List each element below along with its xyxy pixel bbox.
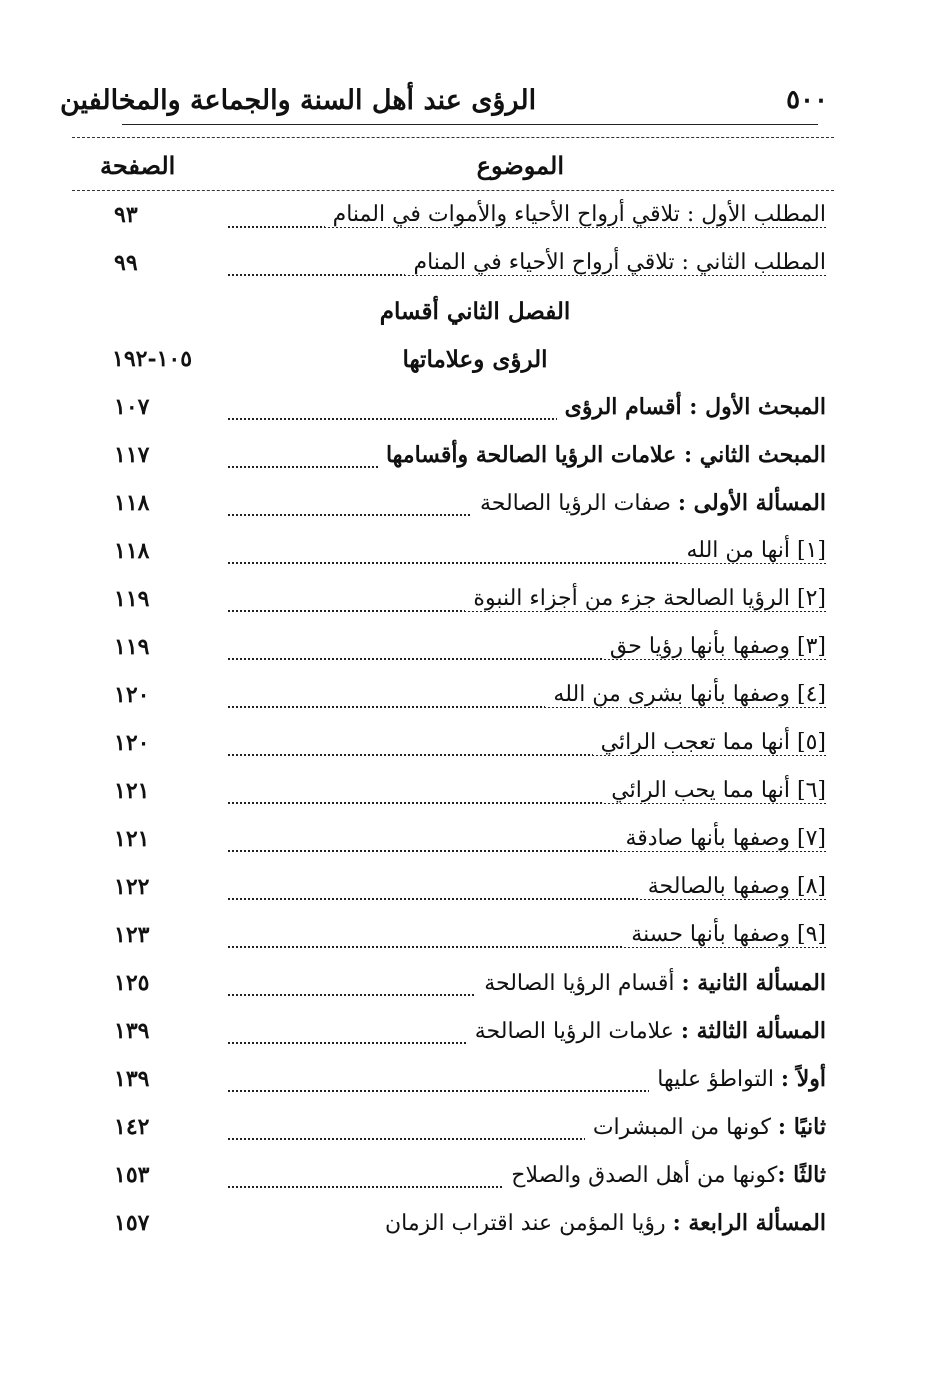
chapter-heading-line-1: الفصل الثاني أقسام	[379, 298, 571, 325]
chapter-heading-line-2: الرؤى وعلاماتها	[402, 346, 548, 373]
toc-entry-page: ١٢٠	[114, 682, 150, 708]
toc-entry-title: [٥] أنها مما تعجب الرائي	[593, 730, 826, 755]
toc-entry	[0, 676, 950, 724]
toc-entry	[0, 820, 950, 868]
toc-entry-title: المطلب الأول : تلاقي أرواح الأحياء والأموات في المنام	[325, 202, 826, 227]
chapter-heading	[0, 340, 950, 388]
header-dashed-rule	[72, 137, 834, 138]
toc-entry-title: المسألة الثالثة : علامات الرؤيا الصالحة	[467, 1018, 826, 1044]
toc-entry-title: المطلب الثاني : تلاقي أرواح الأحياء في المنام	[405, 250, 826, 275]
toc-entry-page: ١٢٠	[114, 730, 150, 756]
chapter-page-range: ١٠٥-١٩٢	[112, 346, 193, 372]
toc-entry-page: ١٢٢	[114, 874, 150, 900]
toc-entry-title: المبحث الثاني : علامات الرؤيا الصالحة وأقسامها	[378, 442, 826, 468]
toc-entry-page: ١٠٧	[114, 394, 150, 420]
toc-entry-title: [٧] وصفها بأنها صادقة	[617, 826, 826, 851]
toc-entry-title: ثانيًا : كونها من المبشرات	[585, 1114, 826, 1140]
toc-entry-title: المسألة الرابعة : رؤيا المؤمن عند اقتراب الزمان	[377, 1210, 826, 1236]
toc-entry-page: ١٣٩	[114, 1018, 150, 1044]
toc-entry-page: ١٤٢	[114, 1114, 150, 1140]
running-title: الرؤى عند أهل السنة والجماعة والمخالفين	[60, 84, 537, 116]
toc-entry	[0, 1060, 950, 1108]
toc-entry-page: ١١٧	[114, 442, 150, 468]
toc-entry-page: ١٣٩	[114, 1066, 150, 1092]
toc-entry	[0, 916, 950, 964]
toc-entry-title: [٦] أنها مما يحب الرائي	[603, 778, 826, 803]
column-header-topic: الموضوع	[476, 151, 564, 180]
toc-entry	[0, 772, 950, 820]
toc-entry-title: [٩] وصفها بأنها حسنة	[623, 922, 826, 947]
toc-entry	[0, 1108, 950, 1156]
toc-entry	[0, 1012, 950, 1060]
toc-entry	[0, 580, 950, 628]
toc-entry	[0, 244, 950, 292]
toc-entry	[0, 436, 950, 484]
toc-entry	[0, 964, 950, 1012]
toc-entry-page: ٩٣	[114, 202, 138, 228]
toc-entry-page: ١١٨	[114, 490, 150, 516]
toc-entry-title: [١] أنها من الله	[679, 538, 827, 563]
toc-entry-page: ١٥٧	[114, 1210, 150, 1236]
toc-entry-page: ١٢٣	[114, 922, 150, 948]
toc-entry-title: ثالثًا :كونها من أهل الصدق والصلاح	[503, 1162, 826, 1188]
column-headers	[72, 145, 834, 189]
chapter-heading	[0, 292, 950, 340]
toc-entry-title: أولاً : التواطؤ عليها	[649, 1066, 826, 1092]
toc-entry-title: [٣] وصفها بأنها رؤيا حق	[602, 634, 826, 659]
toc-entry-page: ١٥٣	[114, 1162, 150, 1188]
page-number: ٥٠٠	[786, 85, 828, 115]
toc-entry-title: [٢] الرؤيا الصالحة جزء من أجزاء النبوة	[465, 586, 826, 611]
column-header-page: الصفحة	[100, 151, 176, 180]
toc-entry-title: المبحث الأول : أقسام الرؤى	[557, 394, 826, 420]
toc-entry	[0, 484, 950, 532]
toc-entry	[0, 1156, 950, 1204]
table-of-contents	[0, 196, 950, 1252]
toc-entry-page: ٩٩	[114, 250, 138, 276]
toc-entry-title: المسألة الأولى : صفات الرؤيا الصالحة	[472, 490, 826, 516]
toc-entry-page: ١١٩	[114, 586, 150, 612]
toc-entry-title: المسألة الثانية : أقسام الرؤيا الصالحة	[476, 970, 826, 996]
running-header	[60, 78, 828, 122]
toc-entry-page: ١١٨	[114, 538, 150, 564]
toc-entry	[0, 532, 950, 580]
toc-entry	[0, 196, 950, 244]
toc-entry-page: ١٢٥	[114, 970, 150, 996]
toc-entry-title: [٨] وصفها بالصالحة	[640, 874, 826, 899]
toc-entry	[0, 388, 950, 436]
toc-entry-page: ١٢١	[114, 826, 150, 852]
toc-entry	[0, 628, 950, 676]
toc-entry	[0, 1204, 950, 1252]
toc-entry-title: [٤] وصفها بأنها بشرى من الله	[545, 682, 826, 707]
header-rule	[122, 124, 818, 125]
toc-entry	[0, 868, 950, 916]
toc-entry	[0, 724, 950, 772]
toc-entry-page: ١١٩	[114, 634, 150, 660]
toc-entry-page: ١٢١	[114, 778, 150, 804]
column-header-rule	[72, 190, 834, 191]
